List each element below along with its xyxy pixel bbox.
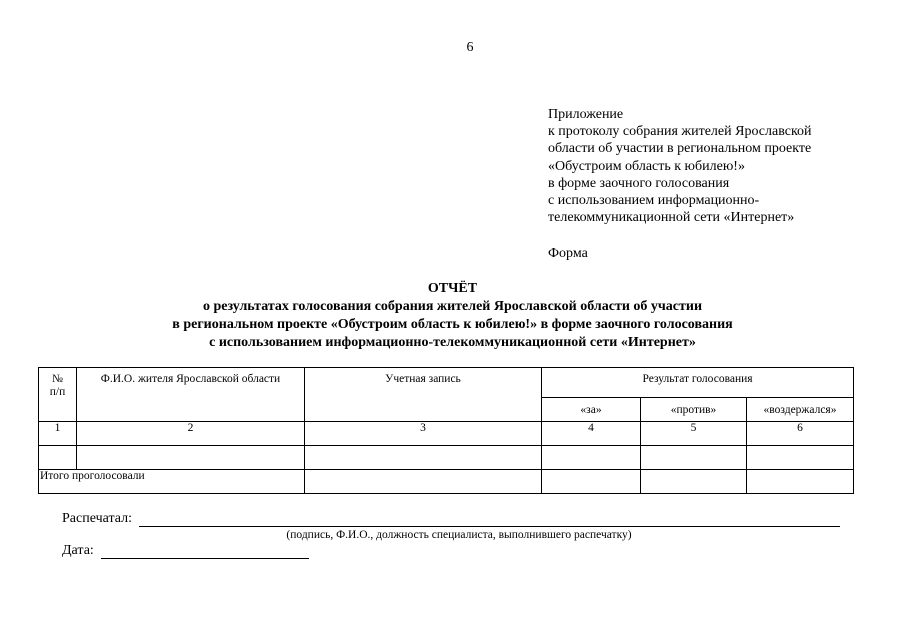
column-number: 4 — [542, 422, 641, 446]
appendix-block — [548, 106, 812, 226]
appendix-line: области об участии в региональном проекте — [548, 141, 812, 157]
report-subtitle-line: в региональном проекте «Обустроим область к юбилею!» в форме заочного голосования — [172, 317, 733, 332]
table-header-row — [39, 368, 854, 398]
date-label: Дата: — [62, 543, 94, 558]
empty-cell[interactable] — [641, 446, 747, 470]
column-number: 3 — [305, 422, 542, 446]
date-line[interactable] — [101, 558, 309, 559]
empty-cell[interactable] — [747, 470, 854, 494]
page-number: 6 — [466, 40, 474, 55]
total-label: Итого проголосовали — [39, 470, 305, 494]
appendix-line: Приложение — [548, 107, 624, 122]
form-label: Форма — [548, 246, 588, 261]
table-row — [39, 446, 854, 470]
report-subtitle-line: о результатах голосования собрания жителей Ярославской области об участии — [202, 299, 703, 314]
report-title — [0, 280, 905, 352]
header-number — [39, 368, 77, 422]
empty-cell[interactable] — [77, 446, 305, 470]
empty-cell[interactable] — [542, 446, 641, 470]
total-row — [39, 470, 854, 494]
empty-cell[interactable] — [542, 470, 641, 494]
header-number-line: п/п — [49, 386, 66, 398]
header-for: «за» — [542, 398, 641, 422]
signature-line[interactable] — [139, 526, 840, 527]
appendix-line: с использованием информационно- — [548, 193, 760, 209]
empty-cell[interactable] — [305, 470, 542, 494]
column-number: 6 — [747, 422, 854, 446]
header-number-line: № — [52, 373, 63, 385]
column-number: 5 — [641, 422, 747, 446]
empty-cell[interactable] — [39, 446, 77, 470]
column-number: 2 — [77, 422, 305, 446]
empty-cell[interactable] — [305, 446, 542, 470]
appendix-line: к протоколу собрания жителей Ярославской — [548, 124, 812, 140]
signature-hint: (подпись, Ф.И.О., должность специалиста, выполнившего распечатку) — [286, 529, 632, 541]
appendix-line: телекоммуникационной сети «Интернет» — [548, 210, 795, 226]
printed-by-label: Распечатал: — [62, 511, 132, 526]
empty-cell[interactable] — [641, 470, 747, 494]
report-table — [38, 367, 854, 494]
column-number: 1 — [39, 422, 77, 446]
report-subtitle-line: с использованием информационно-телекоммуникационной сети «Интернет» — [209, 335, 696, 350]
report-heading: ОТЧЁТ — [427, 281, 478, 296]
appendix-line: в форме заочного голосования — [548, 175, 730, 191]
header-account: Учетная запись — [305, 368, 542, 422]
header-against: «против» — [641, 398, 747, 422]
column-number-row — [39, 422, 854, 446]
header-abstained: «воздержался» — [747, 398, 854, 422]
appendix-line: «Обустроим область к юбилею!» — [548, 158, 745, 174]
header-result: Результат голосования — [542, 368, 854, 398]
empty-cell[interactable] — [747, 446, 854, 470]
header-name: Ф.И.О. жителя Ярославской области — [77, 368, 305, 422]
